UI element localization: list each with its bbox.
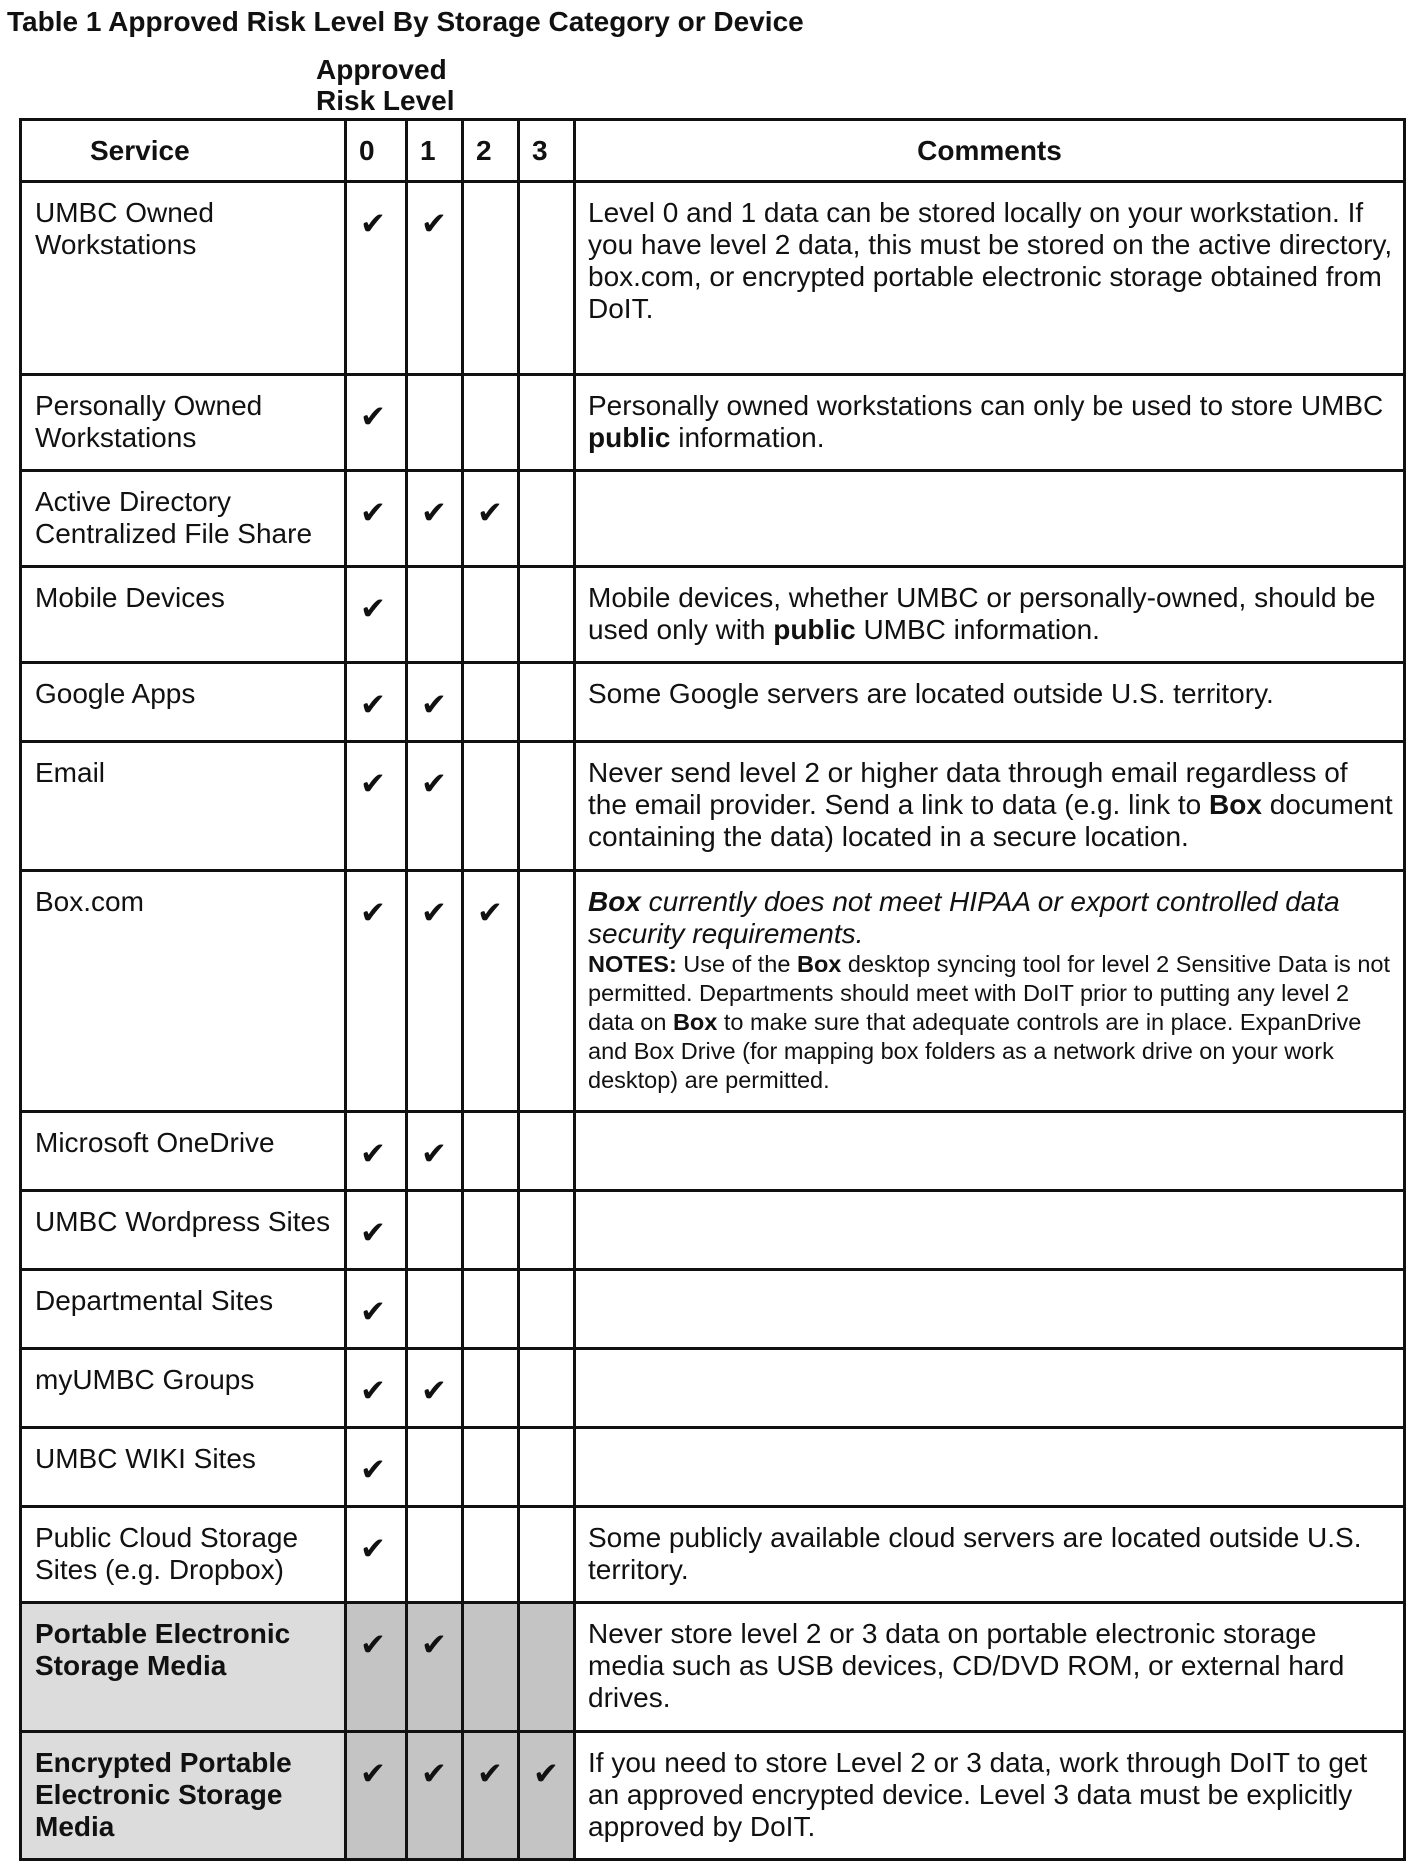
level-0-cell	[346, 871, 407, 1112]
service-cell: Active Directory Centralized File Share	[21, 471, 346, 567]
comments-column-header: Comments	[575, 120, 1405, 182]
level-1-cell	[407, 182, 463, 375]
header-row	[21, 120, 1405, 182]
check-icon: ✔	[360, 766, 386, 802]
comment-cell	[575, 742, 1405, 871]
level-1-cell	[407, 742, 463, 871]
check-icon: ✔	[421, 687, 447, 723]
level-2-cell	[463, 182, 519, 375]
service-cell: Personally Owned Workstations	[21, 375, 346, 471]
comment-text: UMBC information.	[855, 614, 1100, 645]
level-3-cell	[519, 871, 575, 1112]
check-icon: ✔	[477, 1756, 503, 1792]
comment-cell	[575, 1270, 1405, 1349]
check-icon: ✔	[360, 1136, 386, 1172]
level-3-cell	[519, 1507, 575, 1603]
check-icon: ✔	[360, 206, 386, 242]
check-icon: ✔	[421, 495, 447, 531]
level-3-cell	[519, 1191, 575, 1270]
check-icon: ✔	[360, 1452, 386, 1488]
check-icon: ✔	[421, 1627, 447, 1663]
comment-cell: Never store level 2 or 3 data on portable electronic storage media such as USB devices, CD/DVD ROM, or external hard drives.	[575, 1603, 1405, 1732]
check-icon: ✔	[360, 1627, 386, 1663]
level-0-cell	[346, 1428, 407, 1507]
comment-text: Never send level 2 or higher data through email regardless of the email provider. Send a link to data (e.g. link to	[588, 757, 1348, 820]
service-cell: Google Apps	[21, 663, 346, 742]
level-3-cell	[519, 1349, 575, 1428]
level-0-cell	[346, 1732, 407, 1860]
comment-text: Personally owned workstations can only be used to store UMBC	[588, 390, 1384, 421]
level-0-cell	[346, 1270, 407, 1349]
level-2-cell	[463, 1270, 519, 1349]
comment-cell: Some publicly available cloud servers are located outside U.S. territory.	[575, 1507, 1405, 1603]
level-3-cell	[519, 1112, 575, 1191]
service-cell: Mobile Devices	[21, 567, 346, 663]
table-row	[21, 567, 1405, 663]
check-icon: ✔	[360, 495, 386, 531]
table-row	[21, 1270, 1405, 1349]
check-icon: ✔	[421, 1756, 447, 1792]
level-1-cell	[407, 471, 463, 567]
level-0-cell	[346, 742, 407, 871]
level-0-cell	[346, 1191, 407, 1270]
check-icon: ✔	[360, 1531, 386, 1567]
level-0-cell	[346, 1603, 407, 1732]
level-1-cell	[407, 871, 463, 1112]
level-3-cell	[519, 375, 575, 471]
service-cell: UMBC Owned Workstations	[21, 182, 346, 375]
table-row	[21, 1191, 1405, 1270]
approved-header-line2: Risk Level	[316, 85, 455, 116]
service-cell: Departmental Sites	[21, 1270, 346, 1349]
table-row	[21, 1732, 1405, 1860]
level-3-header: 3	[519, 120, 575, 182]
risk-level-table	[19, 118, 1406, 1861]
table-row	[21, 871, 1405, 1112]
service-cell: Email	[21, 742, 346, 871]
table-row	[21, 182, 1405, 375]
level-0-cell	[346, 567, 407, 663]
comment-emphasis: public	[588, 422, 671, 453]
comment-emphasis: public	[773, 614, 856, 645]
box-security-note	[588, 886, 1393, 950]
check-icon: ✔	[360, 895, 386, 931]
table-row	[21, 663, 1405, 742]
service-cell: UMBC WIKI Sites	[21, 1428, 346, 1507]
check-icon: ✔	[477, 895, 503, 931]
service-cell: Portable Electronic Storage Media	[21, 1603, 346, 1732]
level-2-cell	[463, 471, 519, 567]
comment-cell	[575, 471, 1405, 567]
level-2-header: 2	[463, 120, 519, 182]
table-row	[21, 1428, 1405, 1507]
level-1-header: 1	[407, 120, 463, 182]
approved-risk-level-header	[316, 54, 496, 116]
table-row	[21, 1112, 1405, 1191]
check-icon: ✔	[477, 495, 503, 531]
level-2-cell	[463, 567, 519, 663]
level-3-cell	[519, 1428, 575, 1507]
level-0-cell	[346, 1507, 407, 1603]
level-1-cell	[407, 375, 463, 471]
comment-cell: Level 0 and 1 data can be stored locally on your workstation. If you have level 2 data, this must be stored on the active directory, box.com, or encrypted portable electronic storage obtained from DoIT.	[575, 182, 1405, 375]
level-0-cell	[346, 375, 407, 471]
notes-label: NOTES:	[588, 951, 677, 977]
comment-cell	[575, 375, 1405, 471]
service-cell: Public Cloud Storage Sites (e.g. Dropbox)	[21, 1507, 346, 1603]
table-row	[21, 375, 1405, 471]
check-icon: ✔	[421, 206, 447, 242]
table-row	[21, 742, 1405, 871]
level-1-cell	[407, 1112, 463, 1191]
check-icon: ✔	[360, 1373, 386, 1409]
level-2-cell	[463, 742, 519, 871]
level-1-cell	[407, 1507, 463, 1603]
level-1-cell	[407, 1191, 463, 1270]
level-1-cell	[407, 663, 463, 742]
table-row	[21, 1507, 1405, 1603]
level-1-cell	[407, 1732, 463, 1860]
level-3-cell	[519, 567, 575, 663]
level-2-cell	[463, 663, 519, 742]
level-3-cell	[519, 182, 575, 375]
level-2-cell	[463, 1507, 519, 1603]
comment-cell	[575, 1112, 1405, 1191]
comment-cell	[575, 871, 1405, 1112]
service-cell: Encrypted Portable Electronic Storage Media	[21, 1732, 346, 1860]
level-2-cell	[463, 1191, 519, 1270]
check-icon: ✔	[533, 1756, 559, 1792]
level-2-cell	[463, 375, 519, 471]
check-icon: ✔	[360, 399, 386, 435]
level-0-cell	[346, 1112, 407, 1191]
level-3-cell	[519, 1732, 575, 1860]
comment-cell: If you need to store Level 2 or 3 data, work through DoIT to get an approved encrypted device. Level 3 data must be explicitly approved by DoIT.	[575, 1732, 1405, 1860]
level-0-cell	[346, 471, 407, 567]
check-icon: ✔	[360, 687, 386, 723]
comment-text: desktop syncing tool for level 2 Sensitive Data is not permitted. Departments should meet with DoIT prior to putting any level 2 data on	[588, 951, 1390, 1035]
check-icon: ✔	[421, 766, 447, 802]
level-2-cell	[463, 871, 519, 1112]
table-title: Table 1 Approved Risk Level By Storage Category or Device	[7, 6, 804, 37]
level-2-cell	[463, 1349, 519, 1428]
approved-header-line1: Approved	[316, 54, 447, 85]
comment-emphasis: Box	[588, 886, 641, 917]
check-icon: ✔	[360, 1294, 386, 1330]
level-1-cell	[407, 1270, 463, 1349]
comment-emphasis: Box	[672, 1009, 718, 1035]
comment-emphasis: Box	[796, 951, 842, 977]
check-icon: ✔	[360, 591, 386, 627]
level-1-cell	[407, 1349, 463, 1428]
level-0-cell	[346, 663, 407, 742]
level-3-cell	[519, 742, 575, 871]
level-3-cell	[519, 1603, 575, 1732]
comment-text: currently does not meet HIPAA or export controlled data security requirements.	[588, 886, 1340, 949]
check-icon: ✔	[421, 1136, 447, 1172]
level-1-cell	[407, 1603, 463, 1732]
level-3-cell	[519, 471, 575, 567]
level-2-cell	[463, 1732, 519, 1860]
check-icon: ✔	[360, 1215, 386, 1251]
service-cell: myUMBC Groups	[21, 1349, 346, 1428]
level-1-cell	[407, 567, 463, 663]
comment-text: document containing the data) located in a secure location.	[588, 789, 1393, 852]
level-0-header: 0	[346, 120, 407, 182]
table-row	[21, 1349, 1405, 1428]
service-cell: Microsoft OneDrive	[21, 1112, 346, 1191]
box-notes	[588, 950, 1393, 1095]
level-2-cell	[463, 1603, 519, 1732]
level-1-cell	[407, 1428, 463, 1507]
comment-emphasis: Box	[1209, 789, 1262, 820]
comment-cell	[575, 1191, 1405, 1270]
level-2-cell	[463, 1112, 519, 1191]
level-0-cell	[346, 1349, 407, 1428]
comment-cell	[575, 567, 1405, 663]
comment-text: to make sure that adequate controls are in place. ExpanDrive and Box Drive (for mapping box folders as a network drive on your work desktop) are permitted.	[588, 1009, 1362, 1093]
service-cell: UMBC Wordpress Sites	[21, 1191, 346, 1270]
level-0-cell	[346, 182, 407, 375]
service-cell: Box.com	[21, 871, 346, 1112]
comment-text: Mobile devices, whether UMBC or personally-owned, should be used only with	[588, 582, 1376, 645]
check-icon: ✔	[421, 1373, 447, 1409]
comment-text: Use of the	[676, 951, 797, 977]
service-column-header: Service	[21, 120, 346, 182]
level-2-cell	[463, 1428, 519, 1507]
level-3-cell	[519, 1270, 575, 1349]
comment-cell: Some Google servers are located outside U.S. territory.	[575, 663, 1405, 742]
comment-cell	[575, 1428, 1405, 1507]
level-3-cell	[519, 663, 575, 742]
table-row	[21, 1603, 1405, 1732]
comment-cell	[575, 1349, 1405, 1428]
table-row	[21, 471, 1405, 567]
check-icon: ✔	[421, 895, 447, 931]
comment-text: information.	[670, 422, 825, 453]
check-icon: ✔	[360, 1756, 386, 1792]
